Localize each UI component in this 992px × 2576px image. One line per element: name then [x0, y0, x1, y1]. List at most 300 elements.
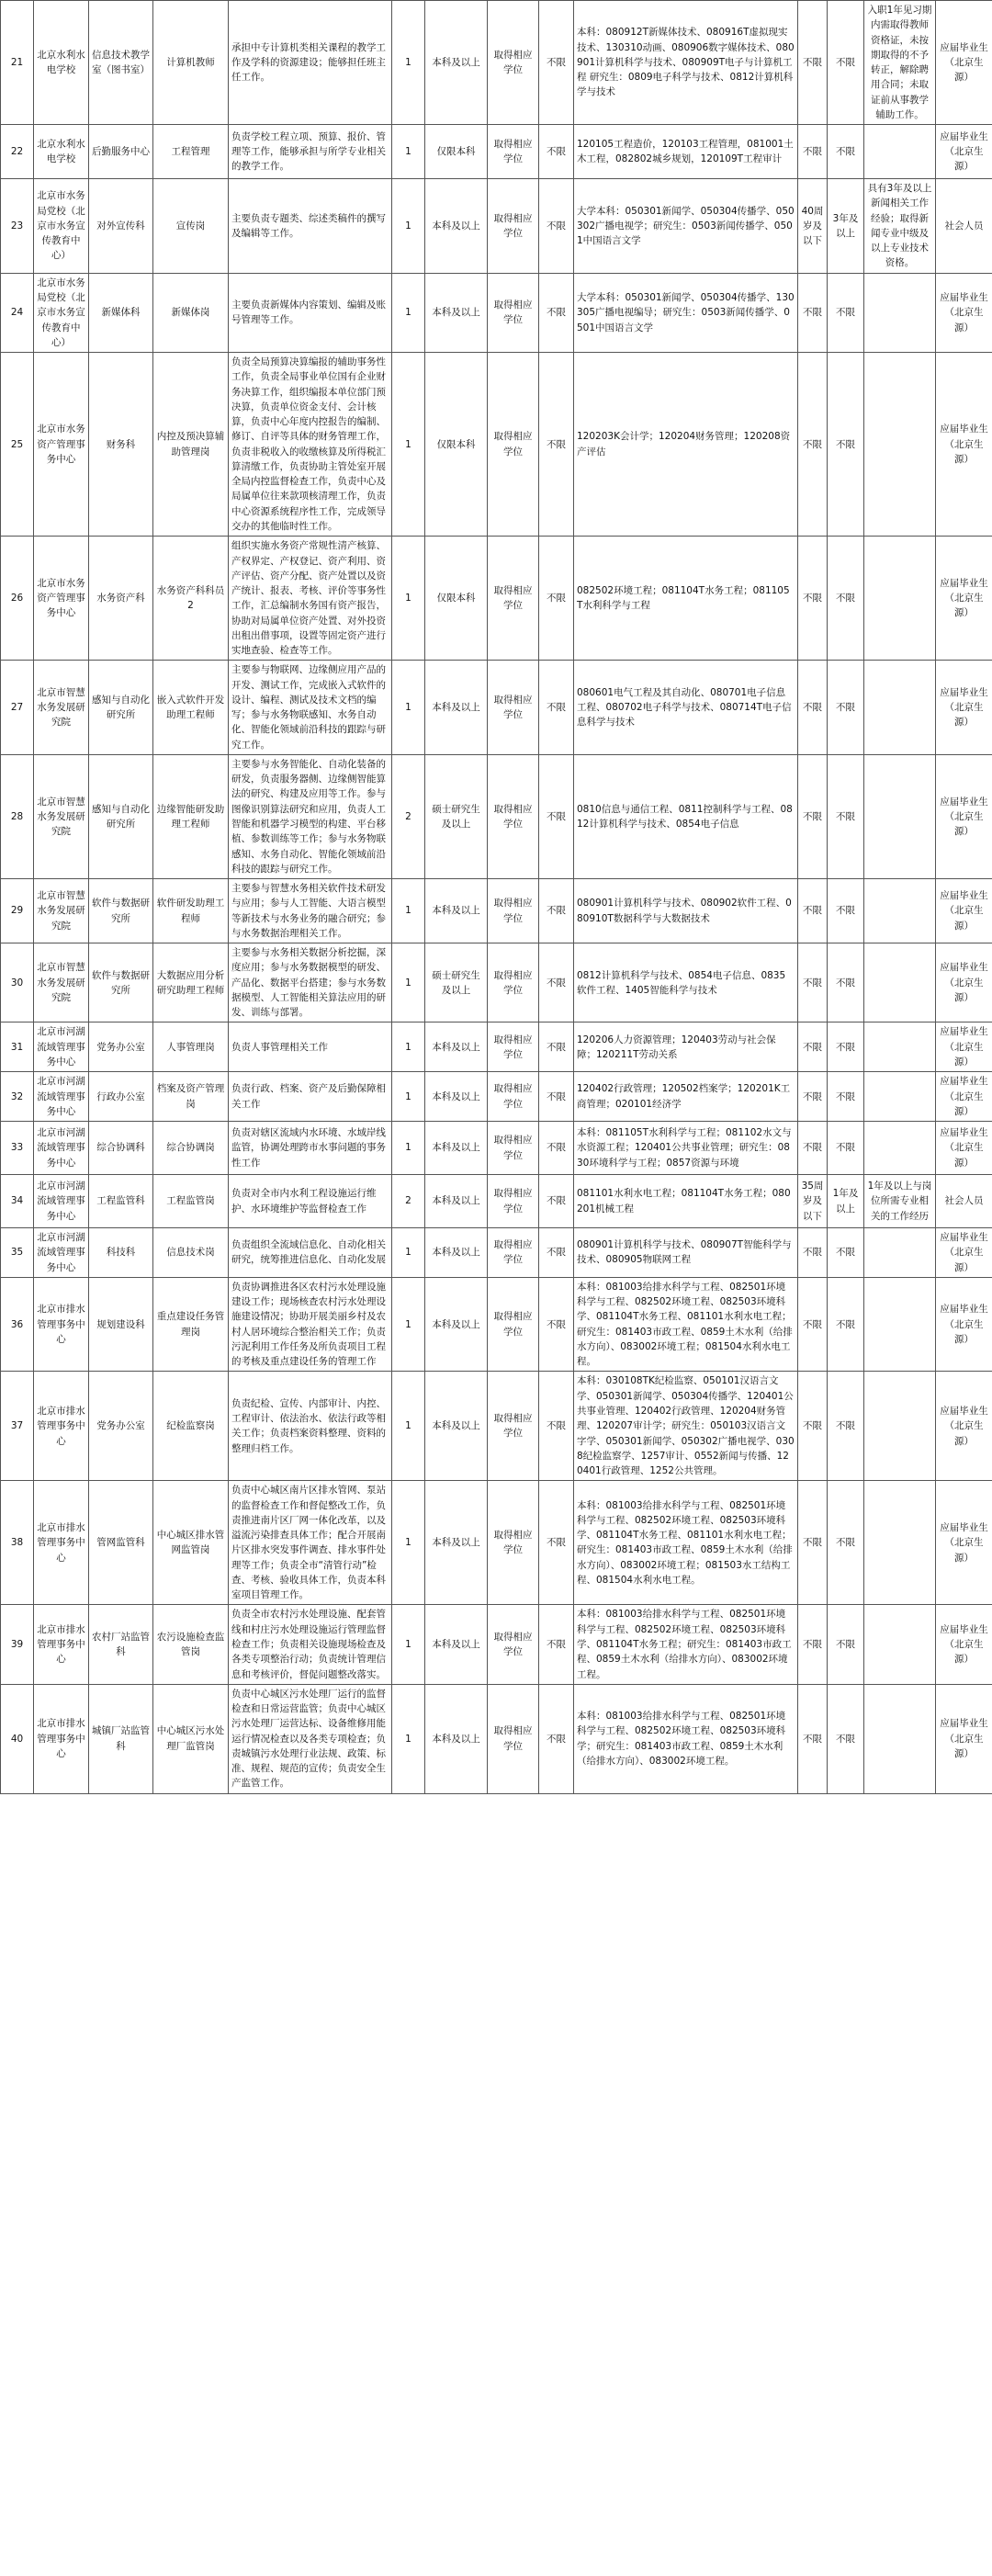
cell-work-years: 不限 [828, 1481, 864, 1605]
cell-recruit-target: 应届毕业生（北京生源） [936, 273, 992, 352]
cell-political-status: 不限 [798, 353, 828, 537]
cell-headcount: 1 [392, 879, 425, 943]
cell-seq-no: 38 [1, 1481, 34, 1605]
cell-other-requirements [864, 125, 936, 179]
cell-other-requirements [864, 943, 936, 1022]
cell-education: 本科及以上 [425, 1277, 488, 1372]
cell-other-requirements [864, 879, 936, 943]
cell-seq-no: 24 [1, 273, 34, 352]
cell-political-status: 不限 [798, 1, 828, 125]
cell-post-name: 综合协调岗 [153, 1122, 229, 1175]
table-row [1, 537, 992, 661]
cell-post-name: 大数据应用分析研究助理工程师 [153, 943, 229, 1022]
cell-post-name: 人事管理岗 [153, 1022, 229, 1072]
cell-job-duty: 主要参与水务相关数据分析挖掘，深度应用；参与水务数据模型的研发、产品化、数据平台搭建；参与水务数据模型、人工智能相关算法应用的研发、训练与部署。 [229, 943, 392, 1022]
cell-political-status: 不限 [798, 125, 828, 179]
cell-recruit-target: 应届毕业生（北京生源） [936, 1122, 992, 1175]
cell-political-status: 不限 [798, 754, 828, 878]
cell-headcount: 1 [392, 273, 425, 352]
cell-degree: 取得相应学位 [488, 1684, 539, 1793]
cell-department: 财务科 [89, 353, 153, 537]
cell-headcount: 1 [392, 943, 425, 1022]
cell-education: 本科及以上 [425, 273, 488, 352]
cell-major: 080901计算机科学与技术、080907T智能科学与技术、080905物联网工程 [574, 1228, 798, 1278]
cell-degree: 取得相应学位 [488, 661, 539, 755]
cell-headcount: 1 [392, 537, 425, 661]
cell-department: 规划建设科 [89, 1277, 153, 1372]
table-row [1, 1372, 992, 1481]
cell-job-duty: 负责中心城区污水处理厂运行的监督检查和日常运营监管；负责中心城区污水处理厂运营达标、设备维修用能运行情况检查以及各类专项检查；负责城镇污水处理行业法规、政策、标准、规程、规范的宣传；负责安全生产监管工作。 [229, 1684, 392, 1793]
cell-work-years: 不限 [828, 125, 864, 179]
cell-job-duty: 负责全市农村污水处理设施、配套管线和村庄污水处理设施运行管理监督检查工作；负责相关设施现场检查及各类专项整治行动；负责统计管理信息和考核评价，督促问题整改落实。 [229, 1605, 392, 1684]
cell-major: 081101水利水电工程；081104T水务工程；080201机械工程 [574, 1175, 798, 1228]
cell-education: 本科及以上 [425, 1, 488, 125]
cell-department: 城镇厂站监管科 [89, 1684, 153, 1793]
cell-department: 党务办公室 [89, 1022, 153, 1072]
cell-degree: 取得相应学位 [488, 1175, 539, 1228]
cell-education: 本科及以上 [425, 1684, 488, 1793]
cell-education: 仅限本科 [425, 125, 488, 179]
cell-political-status: 不限 [798, 1022, 828, 1072]
cell-unit-name: 北京市水务资产管理事务中心 [34, 353, 89, 537]
cell-post-name: 宣传岗 [153, 179, 229, 274]
cell-major: 大学本科：050301新闻学、050304传播学、130305广播电视编导；研究生：0503新闻传播学、0501中国语言文学 [574, 273, 798, 352]
cell-unit-name: 北京市河湖流域管理事务中心 [34, 1228, 89, 1278]
cell-political-status: 不限 [798, 1684, 828, 1793]
cell-unit-name: 北京水利水电学校 [34, 1, 89, 125]
cell-other-requirements [864, 754, 936, 878]
cell-work-years: 不限 [828, 879, 864, 943]
cell-unit-name: 北京市排水管理事务中心 [34, 1481, 89, 1605]
cell-post-name: 档案及资产管理岗 [153, 1072, 229, 1122]
cell-department: 综合协调科 [89, 1122, 153, 1175]
cell-seq-no: 27 [1, 661, 34, 755]
cell-other-requirements: 1年及以上与岗位所需专业相关的工作经历 [864, 1175, 936, 1228]
cell-seq-no: 31 [1, 1022, 34, 1072]
cell-headcount: 1 [392, 1072, 425, 1122]
cell-education: 本科及以上 [425, 1022, 488, 1072]
cell-major: 120105工程造价，120103工程管理，081001土木工程，082802城乡规划，120109T工程审计 [574, 125, 798, 179]
cell-degree: 取得相应学位 [488, 1228, 539, 1278]
cell-headcount: 1 [392, 1372, 425, 1481]
cell-recruit-target: 应届毕业生（北京生源） [936, 879, 992, 943]
cell-age: 不限 [539, 125, 574, 179]
cell-headcount: 1 [392, 1228, 425, 1278]
cell-political-status: 不限 [798, 1277, 828, 1372]
cell-work-years: 不限 [828, 1277, 864, 1372]
cell-headcount: 1 [392, 1022, 425, 1072]
cell-headcount: 1 [392, 1122, 425, 1175]
cell-other-requirements: 具有3年及以上新闻相关工作经验；取得新闻专业中级及以上专业技术资格。 [864, 179, 936, 274]
cell-seq-no: 25 [1, 353, 34, 537]
cell-post-name: 工程监管岗 [153, 1175, 229, 1228]
cell-age: 不限 [539, 353, 574, 537]
cell-degree: 取得相应学位 [488, 879, 539, 943]
cell-work-years: 1年及以上 [828, 1175, 864, 1228]
cell-job-duty: 主要参与水务智能化、自动化装备的研发，负责服务器侧、边缘侧智能算法的研究、构建及应用等工作。参与图像识别算法研究和应用，负责人工智能和机器学习模型的构建、平台移植、参数训练等工作；参与水务物联感知、水务自动化、智能化领域前沿科技的跟踪与研究工作。 [229, 754, 392, 878]
cell-political-status: 不限 [798, 943, 828, 1022]
cell-age: 不限 [539, 537, 574, 661]
cell-education: 本科及以上 [425, 879, 488, 943]
cell-work-years: 不限 [828, 537, 864, 661]
table-row [1, 1684, 992, 1793]
cell-other-requirements [864, 1072, 936, 1122]
cell-degree: 取得相应学位 [488, 754, 539, 878]
cell-age: 不限 [539, 1228, 574, 1278]
cell-post-name: 中心城区污水处理厂监管岗 [153, 1684, 229, 1793]
cell-degree: 取得相应学位 [488, 943, 539, 1022]
cell-job-duty: 承担中专计算机类相关课程的教学工作及学科的资源建设；能够担任班主任工作。 [229, 1, 392, 125]
cell-seq-no: 21 [1, 1, 34, 125]
cell-unit-name: 北京市智慧水务发展研究院 [34, 943, 89, 1022]
cell-age: 不限 [539, 1072, 574, 1122]
cell-department: 感知与自动化研究所 [89, 661, 153, 755]
cell-unit-name: 北京市排水管理事务中心 [34, 1372, 89, 1481]
cell-recruit-target: 应届毕业生（北京生源） [936, 1022, 992, 1072]
table-row [1, 1022, 992, 1072]
cell-major: 本科：081003给排水科学与工程、082501环境科学与工程、082502环境工程、082503环境科学、081104T水务工程、081101水利水电工程；研究生：081403市政工程、0859土木水利（给排水方向）、083002环境工程；081503水工结构工程、081504水利水电工程。 [574, 1481, 798, 1605]
cell-job-duty: 负责纪检、宣传、内部审计、内控、工程审计、依法治水、依法行政等相关工作；负责档案资料整理、资料的整理归档工作。 [229, 1372, 392, 1481]
cell-headcount: 1 [392, 1684, 425, 1793]
cell-job-duty: 主要负责新媒体内容策划、编辑及账号管理等工作。 [229, 273, 392, 352]
cell-department: 新媒体科 [89, 273, 153, 352]
cell-major: 本科：081003给排水科学与工程、082501环境科学与工程、082502环境工程、082503环境科学、081104T水务工程、081101水利水电工程；研究生：081403市政工程、0859土木水利（给排水方向）、083002环境工程；081504水利水电工程。 [574, 1277, 798, 1372]
cell-seq-no: 39 [1, 1605, 34, 1684]
cell-other-requirements [864, 1605, 936, 1684]
cell-headcount: 1 [392, 125, 425, 179]
cell-recruit-target: 应届毕业生（北京生源） [936, 1605, 992, 1684]
cell-other-requirements [864, 537, 936, 661]
cell-major: 本科：081003给排水科学与工程、082501环境科学与工程、082502环境工程、082503环境科学、081104T水务工程；研究生：081403市政工程、0859土木水利（给排水方向）、083002环境工程。 [574, 1605, 798, 1684]
cell-department: 科技科 [89, 1228, 153, 1278]
cell-department: 党务办公室 [89, 1372, 153, 1481]
cell-recruit-target: 应届毕业生（北京生源） [936, 754, 992, 878]
cell-seq-no: 35 [1, 1228, 34, 1278]
cell-political-status: 不限 [798, 1072, 828, 1122]
table-row [1, 273, 992, 352]
cell-headcount: 1 [392, 1605, 425, 1684]
cell-major: 082502环境工程；081104T水务工程；081105T水利科学与工程 [574, 537, 798, 661]
cell-unit-name: 北京市水务资产管理事务中心 [34, 537, 89, 661]
cell-degree: 取得相应学位 [488, 1, 539, 125]
cell-post-name: 内控及预决算辅助管理岗 [153, 353, 229, 537]
cell-recruit-target: 应届毕业生（北京生源） [936, 1481, 992, 1605]
cell-education: 本科及以上 [425, 661, 488, 755]
cell-age: 不限 [539, 1481, 574, 1605]
cell-work-years: 不限 [828, 1, 864, 125]
cell-work-years: 不限 [828, 1684, 864, 1793]
cell-job-duty: 负责学校工程立项、预算、报价、管理等工作，能够承担与所学专业相关的教学工作。 [229, 125, 392, 179]
cell-unit-name: 北京市水务局党校（北京市水务宣传教育中心） [34, 273, 89, 352]
cell-post-name: 信息技术岗 [153, 1228, 229, 1278]
cell-headcount: 2 [392, 754, 425, 878]
cell-degree: 取得相应学位 [488, 179, 539, 274]
table-row [1, 879, 992, 943]
cell-post-name: 嵌入式软件开发助理工程师 [153, 661, 229, 755]
cell-unit-name: 北京市智慧水务发展研究院 [34, 879, 89, 943]
table-row [1, 125, 992, 179]
cell-degree: 取得相应学位 [488, 125, 539, 179]
cell-seq-no: 36 [1, 1277, 34, 1372]
cell-work-years: 不限 [828, 273, 864, 352]
cell-recruit-target: 应届毕业生（北京生源） [936, 353, 992, 537]
cell-other-requirements [864, 353, 936, 537]
cell-unit-name: 北京市河湖流域管理事务中心 [34, 1175, 89, 1228]
cell-age: 不限 [539, 943, 574, 1022]
cell-age: 不限 [539, 661, 574, 755]
cell-other-requirements [864, 1122, 936, 1175]
cell-recruit-target: 应届毕业生（北京生源） [936, 125, 992, 179]
cell-political-status: 不限 [798, 661, 828, 755]
cell-major: 本科：080912T新媒体技术、080916T虚拟现实技术、130310动画、080906数字媒体技术、080901计算机科学与技术、080909T电子与计算机工程 研究生：0809电子科学与技术、0812计算机科学与技术 [574, 1, 798, 125]
cell-job-duty: 负责行政、档案、资产及后勤保障相关工作 [229, 1072, 392, 1122]
cell-seq-no: 28 [1, 754, 34, 878]
cell-job-duty: 负责协调推进各区农村污水处理设施建设工作；现场核查农村污水处理设施建设情况；协助开展美丽乡村及农村人居环境综合整治相关工作；负责污泥利用工作任务及所负责项目工程的考核及重点建设任务的管理工作 [229, 1277, 392, 1372]
cell-education: 硕士研究生及以上 [425, 754, 488, 878]
cell-recruit-target: 应届毕业生（北京生源） [936, 943, 992, 1022]
cell-political-status: 不限 [798, 537, 828, 661]
cell-post-name: 边缘智能研发助理工程师 [153, 754, 229, 878]
cell-other-requirements [864, 1022, 936, 1072]
cell-political-status: 不限 [798, 1122, 828, 1175]
cell-headcount: 1 [392, 1, 425, 125]
cell-unit-name: 北京市智慧水务发展研究院 [34, 754, 89, 878]
cell-unit-name: 北京市河湖流域管理事务中心 [34, 1122, 89, 1175]
cell-job-duty: 负责组织全流域信息化、自动化相关研究，统筹推进信息化、自动化发展 [229, 1228, 392, 1278]
cell-job-duty: 主要负责专题类、综述类稿件的撰写及编辑等工作。 [229, 179, 392, 274]
cell-major: 大学本科：050301新闻学、050304传播学、050302广播电视学；研究生：0503新闻传播学、0501中国语言文学 [574, 179, 798, 274]
cell-political-status: 不限 [798, 879, 828, 943]
cell-education: 本科及以上 [425, 1605, 488, 1684]
cell-unit-name: 北京市河湖流域管理事务中心 [34, 1072, 89, 1122]
cell-work-years: 不限 [828, 353, 864, 537]
cell-major: 080601电气工程及其自动化、080701电子信息工程、080702电子科学与技术、080714T电子信息科学与技术 [574, 661, 798, 755]
cell-degree: 取得相应学位 [488, 1122, 539, 1175]
cell-major: 本科：030108TK纪检监察、050101汉语言文学、050301新闻学、050304传播学、120401公共事业管理、120402行政管理、120204财务管理、120207审计学；研究生：050103汉语言文字学、050301新闻学、050302广播电视学、0308纪检监察学、1257审计、0552新闻与传播、120401行政管理、1252公共管理。 [574, 1372, 798, 1481]
cell-job-duty: 负责对全市内水利工程设施运行维护、水环境维护等监督检查工作 [229, 1175, 392, 1228]
cell-job-duty: 负责人事管理相关工作 [229, 1022, 392, 1072]
cell-recruit-target: 社会人员 [936, 1175, 992, 1228]
cell-work-years: 不限 [828, 661, 864, 755]
cell-department: 后勤服务中心 [89, 125, 153, 179]
table-body [1, 1, 992, 1794]
cell-age: 不限 [539, 879, 574, 943]
cell-unit-name: 北京市河湖流域管理事务中心 [34, 1022, 89, 1072]
cell-department: 软件与数据研究所 [89, 879, 153, 943]
cell-job-duty: 主要参与物联网、边缘侧应用产品的开发、测试工作，完成嵌入式软件的设计、编程、测试及技术文档的编写；参与水务物联感知、水务自动化、智能化领域前沿科技的跟踪与研究工作。 [229, 661, 392, 755]
cell-seq-no: 34 [1, 1175, 34, 1228]
cell-education: 本科及以上 [425, 1175, 488, 1228]
cell-degree: 取得相应学位 [488, 1022, 539, 1072]
cell-age: 不限 [539, 1175, 574, 1228]
cell-unit-name: 北京市排水管理事务中心 [34, 1684, 89, 1793]
cell-age: 不限 [539, 754, 574, 878]
cell-age: 不限 [539, 1277, 574, 1372]
cell-work-years: 不限 [828, 943, 864, 1022]
cell-unit-name: 北京市智慧水务发展研究院 [34, 661, 89, 755]
cell-degree: 取得相应学位 [488, 1072, 539, 1122]
cell-work-years: 不限 [828, 1022, 864, 1072]
cell-unit-name: 北京市水务局党校（北京市水务宣传教育中心） [34, 179, 89, 274]
cell-age: 不限 [539, 1022, 574, 1072]
cell-education: 仅限本科 [425, 353, 488, 537]
cell-major: 0812计算机科学与技术、0854电子信息、0835软件工程、1405智能科学与技术 [574, 943, 798, 1022]
cell-department: 软件与数据研究所 [89, 943, 153, 1022]
cell-seq-no: 30 [1, 943, 34, 1022]
cell-unit-name: 北京市排水管理事务中心 [34, 1277, 89, 1372]
cell-age: 不限 [539, 179, 574, 274]
cell-other-requirements [864, 1481, 936, 1605]
cell-recruit-target: 应届毕业生（北京生源） [936, 1372, 992, 1481]
cell-major: 本科：081105T水利科学与工程；081102水文与水资源工程；120401公共事业管理；研究生：0830环境科学与工程；0857资源与环境 [574, 1122, 798, 1175]
cell-work-years: 3年及以上 [828, 179, 864, 274]
cell-major: 本科：081003给排水科学与工程、082501环境科学与工程、082502环境工程、082503环境科学；研究生：081403市政工程、0859土木水利（给排水方向）、083002环境工程。 [574, 1684, 798, 1793]
cell-political-status: 40周岁及以下 [798, 179, 828, 274]
cell-major: 120203K会计学；120204财务管理；120208资产评估 [574, 353, 798, 537]
cell-education: 本科及以上 [425, 1481, 488, 1605]
cell-headcount: 1 [392, 179, 425, 274]
cell-seq-no: 33 [1, 1122, 34, 1175]
cell-post-name: 工程管理 [153, 125, 229, 179]
table-row [1, 661, 992, 755]
cell-job-duty: 负责全局预算决算编报的辅助事务性工作，负责全局事业单位国有企业财务决算工作，组织编报本单位部门预决算，负责单位资金支付、会计核算，负责中心年度内控报告的编制、修订、自评等具体的财务管理工作，负责非税收入的收缴核算及所得税汇算清缴工作，负责协助主管处室开展全局内控监督检查工作，负责中心及局属单位往来款项核清理工作，负责中心资源系统程序性工作，完成领导交办的其他临时性工作。 [229, 353, 392, 537]
table-row [1, 754, 992, 878]
cell-education: 本科及以上 [425, 1372, 488, 1481]
cell-work-years: 不限 [828, 1228, 864, 1278]
cell-recruit-target: 应届毕业生（北京生源） [936, 1072, 992, 1122]
cell-job-duty: 负责中心城区南片区排水管网、泵站的监督检查工作和督促整改工作，负责推进南片区厂网一体化改革，以及溢流污染排查具体工作；配合开展南片区排水突发事件调查、排水事件处理等工作；负责全市“清管行动”检查、考核、验收具体工作，负责本科室项目管理工作。 [229, 1481, 392, 1605]
cell-degree: 取得相应学位 [488, 1277, 539, 1372]
cell-work-years: 不限 [828, 1072, 864, 1122]
cell-degree: 取得相应学位 [488, 273, 539, 352]
cell-education: 本科及以上 [425, 1122, 488, 1175]
cell-political-status: 不限 [798, 1228, 828, 1278]
cell-recruit-target: 应届毕业生（北京生源） [936, 661, 992, 755]
cell-work-years: 不限 [828, 1122, 864, 1175]
cell-other-requirements [864, 1277, 936, 1372]
cell-major: 120206人力资源管理；120403劳动与社会保障；120211T劳动关系 [574, 1022, 798, 1072]
cell-post-name: 计算机教师 [153, 1, 229, 125]
cell-education: 仅限本科 [425, 537, 488, 661]
cell-age: 不限 [539, 273, 574, 352]
cell-headcount: 1 [392, 661, 425, 755]
cell-seq-no: 40 [1, 1684, 34, 1793]
table-row [1, 353, 992, 537]
cell-other-requirements [864, 1684, 936, 1793]
cell-degree: 取得相应学位 [488, 537, 539, 661]
cell-recruit-target: 社会人员 [936, 179, 992, 274]
cell-political-status: 不限 [798, 1481, 828, 1605]
cell-job-duty: 组织实施水务资产常规性清产核算、产权界定、产权登记、资产利用、资产评估、资产分配、资产处置以及资产统计、报表、考核、评价等事务性工作，汇总编制水务国有资产报告，协助对局属单位资产处置、对外投资出租出借事项，设置等固定资产进行实地查验、检查等工作。 [229, 537, 392, 661]
cell-seq-no: 22 [1, 125, 34, 179]
cell-job-duty: 主要参与智慧水务相关软件技术研发与应用；参与人工智能、大语言模型等新技术与水务业务的融合研究；参与水务数据治理相关工作。 [229, 879, 392, 943]
cell-education: 本科及以上 [425, 1228, 488, 1278]
cell-age: 不限 [539, 1684, 574, 1793]
table-row [1, 1605, 992, 1684]
cell-recruit-target: 应届毕业生（北京生源） [936, 1, 992, 125]
cell-recruit-target: 应届毕业生（北京生源） [936, 1228, 992, 1278]
cell-seq-no: 37 [1, 1372, 34, 1481]
table-row [1, 1072, 992, 1122]
table-row [1, 1, 992, 125]
cell-department: 行政办公室 [89, 1072, 153, 1122]
cell-degree: 取得相应学位 [488, 353, 539, 537]
cell-seq-no: 26 [1, 537, 34, 661]
cell-post-name: 软件研发助理工程师 [153, 879, 229, 943]
cell-department: 对外宣传科 [89, 179, 153, 274]
cell-major: 120402行政管理；120502档案学；120201K工商管理；020101经济学 [574, 1072, 798, 1122]
table-row [1, 1122, 992, 1175]
cell-post-name: 水务资产科科员2 [153, 537, 229, 661]
cell-recruit-target: 应届毕业生（北京生源） [936, 1684, 992, 1793]
cell-age: 不限 [539, 1, 574, 125]
cell-department: 水务资产科 [89, 537, 153, 661]
cell-other-requirements [864, 1228, 936, 1278]
cell-department: 管网监管科 [89, 1481, 153, 1605]
cell-education: 硕士研究生及以上 [425, 943, 488, 1022]
table-row [1, 1228, 992, 1278]
cell-age: 不限 [539, 1372, 574, 1481]
cell-post-name: 农污设施检查监管岗 [153, 1605, 229, 1684]
cell-department: 信息技术教学室（图书室） [89, 1, 153, 125]
table-row [1, 1481, 992, 1605]
cell-other-requirements [864, 661, 936, 755]
cell-department: 感知与自动化研究所 [89, 754, 153, 878]
cell-post-name: 新媒体岗 [153, 273, 229, 352]
cell-headcount: 1 [392, 353, 425, 537]
cell-headcount: 1 [392, 1481, 425, 1605]
cell-work-years: 不限 [828, 1605, 864, 1684]
cell-other-requirements [864, 1372, 936, 1481]
cell-department: 工程监管科 [89, 1175, 153, 1228]
cell-work-years: 不限 [828, 754, 864, 878]
cell-degree: 取得相应学位 [488, 1481, 539, 1605]
cell-age: 不限 [539, 1122, 574, 1175]
cell-recruit-target: 应届毕业生（北京生源） [936, 1277, 992, 1372]
cell-political-status: 不限 [798, 273, 828, 352]
cell-job-duty: 负责对辖区流域内水环境、水域岸线监管，协调处理跨市水事问题的事务性工作 [229, 1122, 392, 1175]
cell-seq-no: 32 [1, 1072, 34, 1122]
table-row [1, 943, 992, 1022]
cell-unit-name: 北京市排水管理事务中心 [34, 1605, 89, 1684]
cell-degree: 取得相应学位 [488, 1372, 539, 1481]
cell-political-status: 35周岁及以下 [798, 1175, 828, 1228]
cell-post-name: 中心城区排水管网监管岗 [153, 1481, 229, 1605]
cell-work-years: 不限 [828, 1372, 864, 1481]
cell-other-requirements [864, 273, 936, 352]
table-row [1, 1277, 992, 1372]
cell-education: 本科及以上 [425, 179, 488, 274]
cell-degree: 取得相应学位 [488, 1605, 539, 1684]
cell-seq-no: 23 [1, 179, 34, 274]
cell-post-name: 纪检监察岗 [153, 1372, 229, 1481]
table-row [1, 1175, 992, 1228]
cell-headcount: 1 [392, 1277, 425, 1372]
cell-age: 不限 [539, 1605, 574, 1684]
cell-department: 农村厂站监管科 [89, 1605, 153, 1684]
cell-education: 本科及以上 [425, 1072, 488, 1122]
cell-political-status: 不限 [798, 1372, 828, 1481]
table-row [1, 179, 992, 274]
cell-unit-name: 北京水利水电学校 [34, 125, 89, 179]
cell-other-requirements: 入职1年见习期内需取得教师资格证，未按期取得的不予转正，解除聘用合同；未取证前从事教学辅助工作。 [864, 1, 936, 125]
cell-seq-no: 29 [1, 879, 34, 943]
cell-recruit-target: 应届毕业生（北京生源） [936, 537, 992, 661]
cell-post-name: 重点建设任务管理岗 [153, 1277, 229, 1372]
cell-headcount: 2 [392, 1175, 425, 1228]
cell-major: 080901计算机科学与技术、080902软件工程、080910T数据科学与大数据技术 [574, 879, 798, 943]
cell-major: 0810信息与通信工程、0811控制科学与工程、0812计算机科学与技术、0854电子信息 [574, 754, 798, 878]
